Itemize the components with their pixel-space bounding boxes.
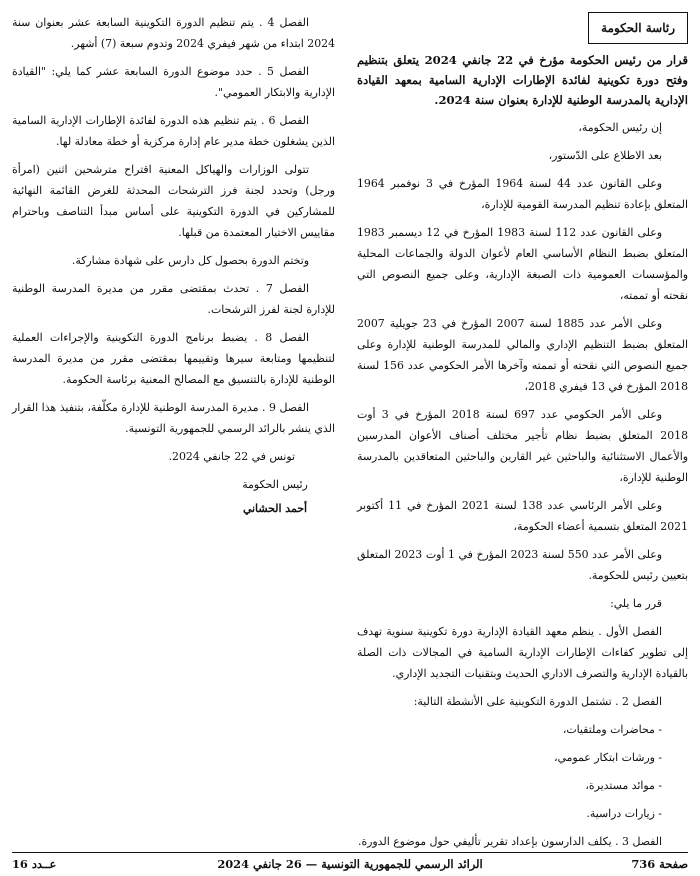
left-column	[12, 12, 335, 523]
preamble-order-2021: وعلى الأمر الرئاسي عدد 138 لسنة 2021 المؤرخ في 11 أكتوبر 2021 المتعلق بتسمية أعضاء الحكومة،	[357, 499, 688, 533]
section-label-box: رئاسة الحكومة	[588, 12, 688, 44]
page-footer	[12, 852, 688, 875]
article-2-item: - محاضرات وملتقيات،	[562, 723, 662, 736]
article-6-candidates: تتولى الوزارات والهياكل المعنية اقتراح مترشحين اثنين (امرأة ورجل) وتحدد لجنة فرز الترشحات المحدثة للغرض القائمة النهائية للمشاركين في الدورة التكوينية على أساس مبدأ التناصف وباحترام مقاييس الاختيار المعتمدة من قبلها.	[12, 163, 335, 239]
signatory-name: أحمد الحشاني	[242, 502, 308, 515]
preamble-law-1964: وعلى القانون عدد 44 لسنة 1964 المؤرخ في 3 نوفمبر 1964 المتعلق بإعادة تنظيم المدرسة القومية للإدارة،	[357, 177, 688, 211]
signatory-title: رئيس الحكومة	[242, 478, 308, 491]
journal-title: الرائد الرسمي للجمهورية التونسية — 26 جانفي 2024	[217, 857, 483, 871]
issue-number: عــدد 16	[12, 857, 57, 871]
article-2-item: - موائد مستديرة،	[585, 779, 662, 792]
article-1: الفصل الأول . ينظم معهد القيادة الإدارية دورة تكوينية سنوية تهدف إلى تطوير كفاءات الإطارات الإدارية السامية في المجالات ذات الصلة بالقيادة الإدارية والتصرف الاداري الحديث وبتقنيات التجديد الإداري.	[357, 625, 688, 680]
decree-title: قرار من رئيس الحكومة مؤرخ في 22 جانفي 2024 يتعلق بتنظيم وفتح دورة تكوينية لفائدة الإطارات الإدارية السامية بمعهد القيادة الإدارية بالمدرسة الوطنية للإدارة بعنوان سنة 2024.	[357, 53, 688, 107]
right-column	[357, 12, 688, 859]
article-4: الفصل 4 . يتم تنظيم الدورة التكوينية السابعة عشر بعنوان سنة 2024 ابتداء من شهر فيفري 2024 وتدوم سبعة (7) أشهر.	[12, 16, 335, 50]
article-2-item: - ورشات ابتكار عمومي،	[553, 751, 662, 764]
preamble-opening: إن رئيس الحكومة،	[578, 121, 662, 134]
article-9: الفصل 9 . مديرة المدرسة الوطنية للإدارة مكلّفة، بتنفيذ هذا القرار الذي ينشر بالرائد الرسمي للجمهورية التونسية.	[12, 401, 335, 435]
page-number: صفحة 736	[631, 857, 688, 871]
closing-date: تونس في 22 جانفي 2024.	[168, 450, 295, 463]
decides-line: قرر ما يلي:	[610, 597, 662, 610]
preamble-order-2007: وعلى الأمر عدد 1885 لسنة 2007 المؤرخ في 23 جويلية 2007 المتعلق بضبط التنظيم الإداري والمالي للمدرسة الوطنية للإدارة وعلى جميع النصوص التي نقحته أو تممته وآخرها الأمر الحكومي عدد 156 لسنة 2018 المؤرخ في 13 فيفري 2018،	[357, 317, 688, 393]
preamble-constitution: بعد الاطلاع على الدّستور،	[548, 149, 662, 162]
article-2-item: - زيارات دراسية.	[586, 807, 662, 820]
signature-block	[215, 474, 335, 523]
preamble-order-2023: وعلى الأمر عدد 550 لسنة 2023 المؤرخ في 1 أوت 2023 المتعلق بتعيين رئيس للحكومة.	[357, 548, 688, 582]
preamble-order-2018: وعلى الأمر الحكومي عدد 697 لسنة 2018 المؤرخ في 3 أوت 2018 المتعلق بضبط نظام تأجير مختلف أصناف الأعوان المدرسين والأعمال الاستثنائية والباحثين غير القارين والباحثين المتعاقدين بالمدرسة الوطنية للإدارة،	[357, 408, 688, 484]
article-6: الفصل 6 . يتم تنظيم هذه الدورة لفائدة الإطارات الإدارية السامية الذين يشغلون خطة مدير عام إدارة مركزية أو خطة معادلة لها.	[12, 114, 335, 148]
article-5: الفصل 5 . حدد موضوع الدورة السابعة عشر كما يلي: "القيادة الإدارية والابتكار العمومي".	[12, 65, 335, 99]
preamble-law-1983: وعلى القانون عدد 112 لسنة 1983 المؤرخ في 12 ديسمبر 1983 المتعلق بضبط النظام الأساسي العام لأعوان الدولة والجماعات المحلية والمؤسسات العمومية ذات الصبغة الإدارية، وعلى جميع النصوص التي نقحته أو تممته،	[357, 226, 688, 302]
article-3: الفصل 3 . يكلف الدارسون بإعداد تقرير تأليفي حول موضوع الدورة.	[357, 835, 662, 848]
article-7: الفصل 7 . تحدث بمقتضى مقرر من مديرة المدرسة الوطنية للإدارة لجنة لفرز الترشحات.	[12, 282, 335, 316]
article-2-intro: الفصل 2 . تشتمل الدورة التكوينية على الأنشطة التالية:	[413, 695, 662, 708]
article-6-certificate: وتختم الدورة بحصول كل دارس على شهادة مشاركة.	[71, 254, 309, 267]
article-8: الفصل 8 . يضبط برنامج الدورة التكوينية والإجراءات العملية لتنظيمها ومتابعة سيرها وتقييمها بمقتضى مقرر من مديرة المدرسة الوطنية للإدارة بالتنسيق مع المصالح المعنية برئاسة الحكومة.	[12, 331, 335, 386]
